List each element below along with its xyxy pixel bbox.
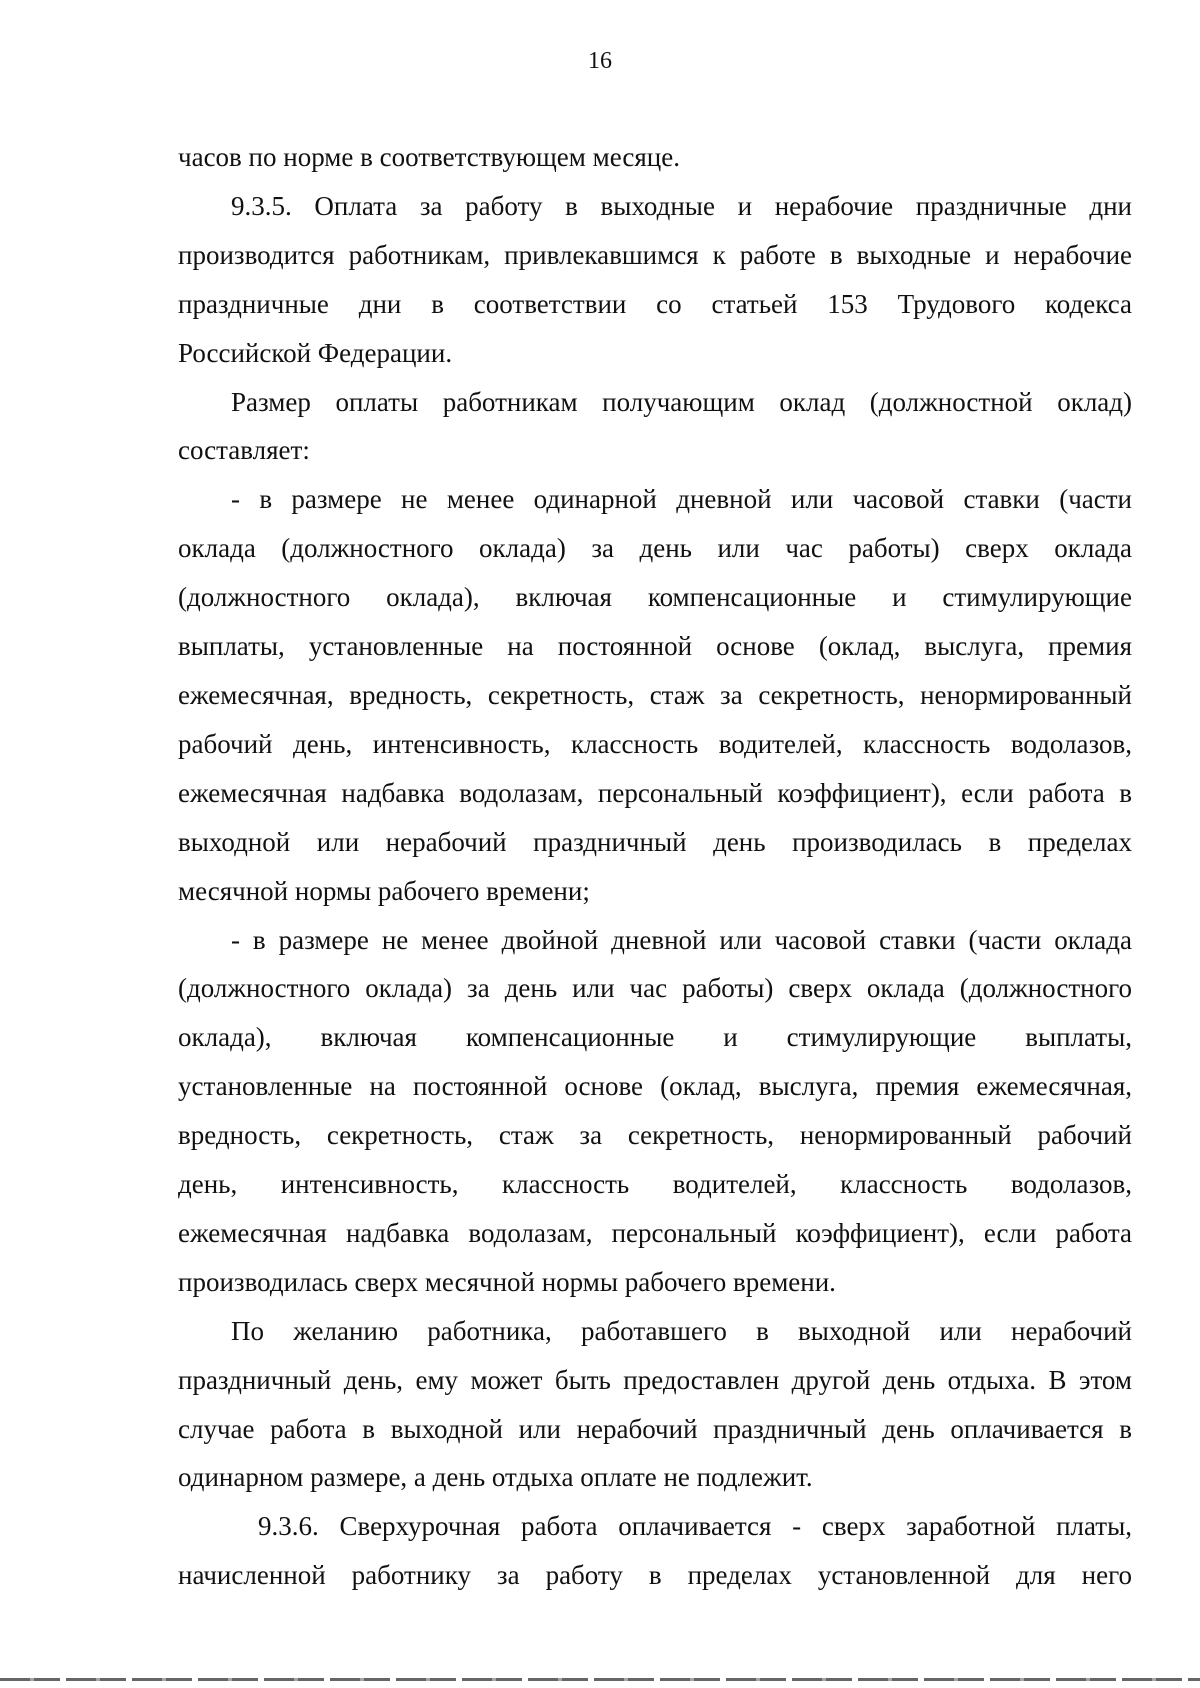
text-line: (должностного оклада) за день или час работы) сверх оклада (должностного (178, 973, 1132, 1004)
text-line: Размер оплаты работникам получающим оклад (должностной оклад) (231, 386, 1132, 417)
text-line: - в размере не менее двойной дневной или часовой ставки (части оклада (231, 924, 1132, 955)
text-line: - в размере не менее одинарной дневной или часовой ставки (части (231, 484, 1132, 515)
text-line: оклада (должностного оклада) за день или час работы) сверх оклада (178, 533, 1132, 564)
text-line: день, интенсивность, классность водителей, классность водолазов, (178, 1169, 1132, 1200)
text-line: составляет: (178, 435, 310, 466)
text-line: 9.3.6. Сверхурочная работа оплачивается - сверх заработной платы, (258, 1511, 1132, 1542)
text-line: Российской Федерации. (178, 337, 453, 368)
text-line: месячной нормы рабочего времени; (178, 875, 590, 906)
text-line: рабочий день, интенсивность, классность водителей, классность водолазов, (178, 728, 1132, 759)
text-line: По желанию работника, работавшего в выходной или нерабочий (231, 1315, 1132, 1346)
text-line: оклада), включая компенсационные и стимулирующие выплаты, (178, 1022, 1132, 1053)
text-line: выходной или нерабочий праздничный день производилась в пределах (178, 826, 1132, 857)
text-line: вредность, секретность, стаж за секретность, ненормированный рабочий (178, 1120, 1132, 1151)
text-line: случае работа в выходной или нерабочий праздничный день оплачивается в (178, 1413, 1132, 1444)
text-line: ежемесячная, вредность, секретность, стаж за секретность, ненормированный (178, 679, 1132, 710)
text-line: часов по норме в соответствующем месяце. (178, 142, 680, 172)
document-body (178, 133, 1132, 1600)
scan-edge-rule (0, 1678, 1200, 1681)
text-line: одинарном размере, а день отдыха оплате не подлежит. (178, 1462, 813, 1493)
text-line: праздничные дни в соответствии со статьей 153 Трудового кодекса (178, 288, 1132, 319)
text-line: производилась сверх месячной нормы рабочего времени. (178, 1266, 836, 1297)
text-line: производится работникам, привлекавшимся к работе в выходные и нерабочие (178, 239, 1132, 270)
text-line: начисленной работнику за работу в пределах установленной для него (178, 1560, 1132, 1591)
page-number: 16 (588, 48, 612, 74)
text-line: (должностного оклада), включая компенсационные и стимулирующие (178, 582, 1132, 613)
text-line: установленные на постоянной основе (оклад, выслуга, премия ежемесячная, (178, 1071, 1132, 1102)
text-line: ежемесячная надбавка водолазам, персональный коэффициент), если работа (178, 1217, 1132, 1248)
text-line: 9.3.5. Оплата за работу в выходные и нерабочие праздничные дни (231, 190, 1132, 221)
text-line: выплаты, установленные на постоянной основе (оклад, выслуга, премия (178, 631, 1132, 662)
text-line: ежемесячная надбавка водолазам, персональный коэффициент), если работа в (178, 777, 1132, 808)
text-line: праздничный день, ему может быть предоставлен другой день отдыха. В этом (178, 1364, 1132, 1395)
